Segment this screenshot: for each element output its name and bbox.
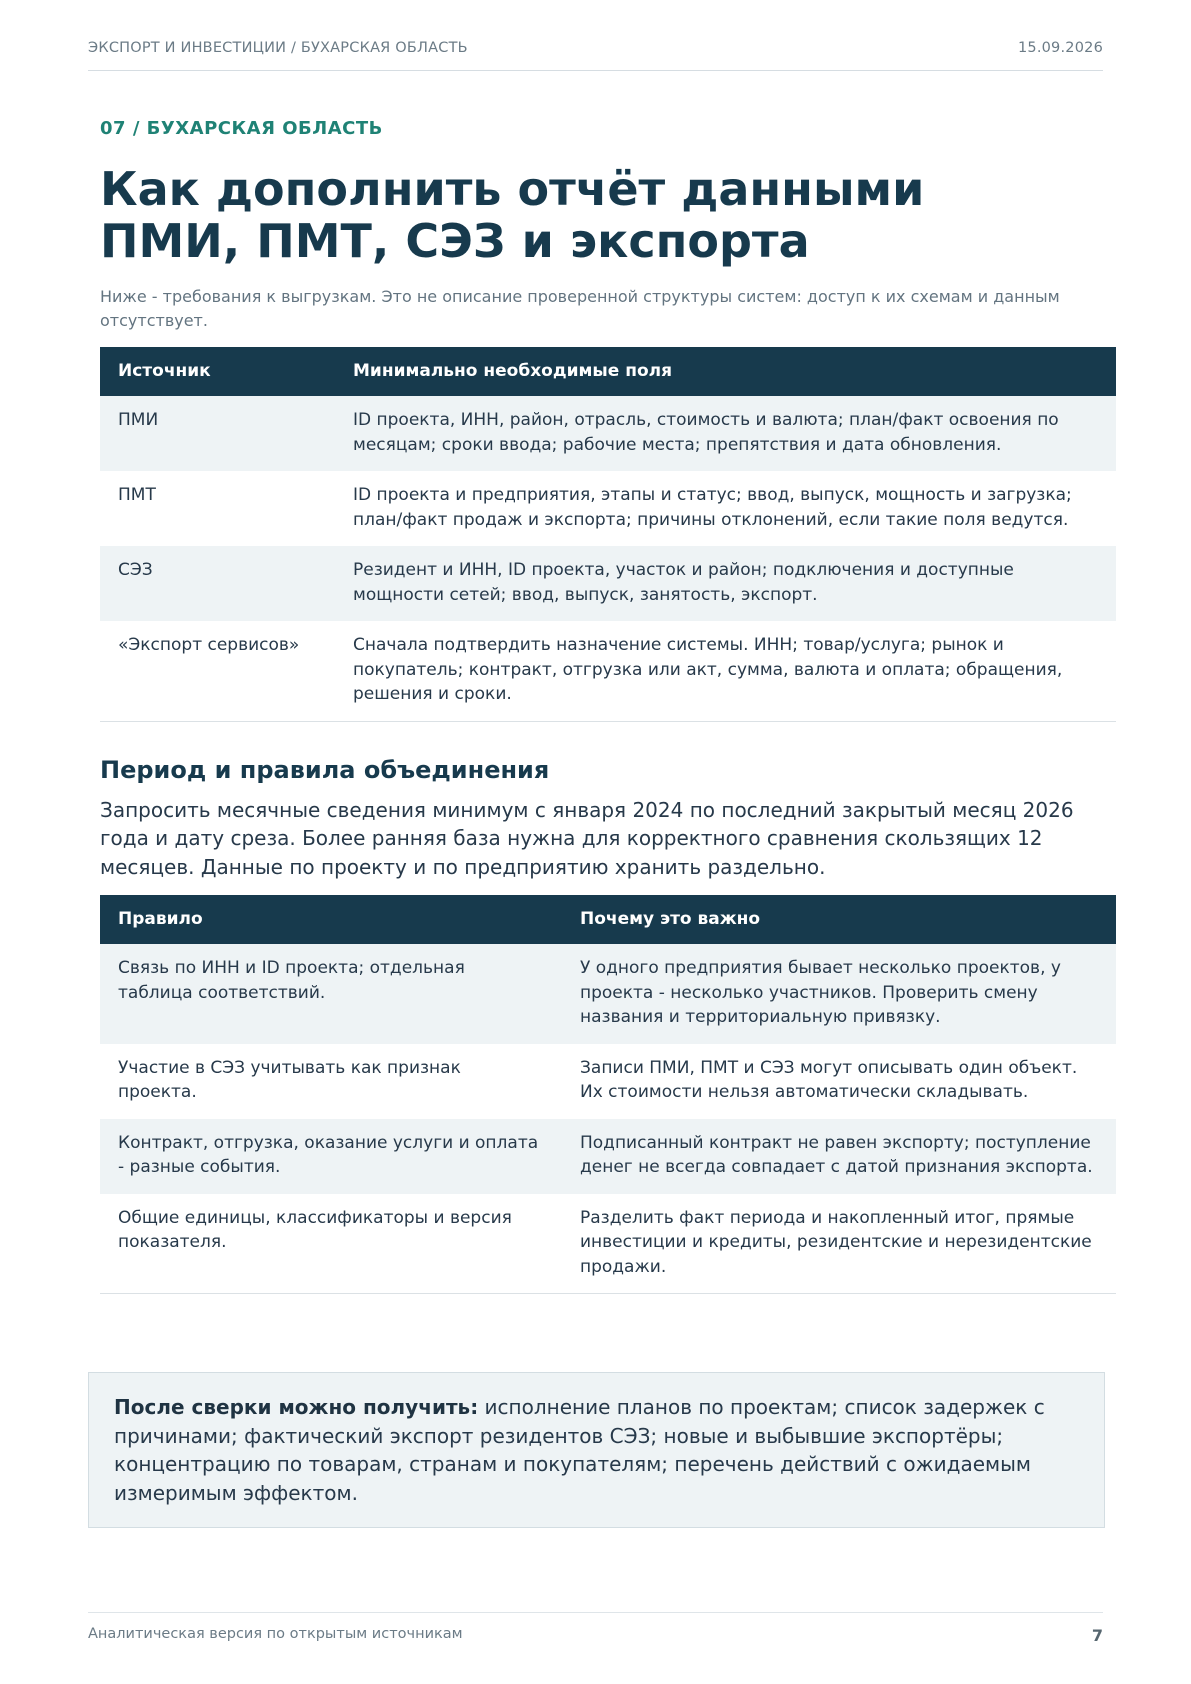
period-text: Запросить месячные сведения минимум с января 2024 по последний закрытый месяц 2026 года и дату среза. Более ранняя база нужна для корректного сравнения скользящих 12 месяцев. Данные по проекту и по предприятию хранить раздельно.: [100, 797, 1074, 879]
table-row: [100, 1044, 1116, 1119]
page-footer: [88, 1612, 1103, 1645]
lead-text: Ниже - требования к выгрузкам. Это не описание проверенной структуры систем: доступ к их схемам и данным отсутствует.: [100, 287, 1060, 330]
reason-cell: У одного предприятия бывает несколько проектов, у проекта - несколько участников. Проверить смену названия и территориальную привязку.: [562, 944, 1116, 1044]
footer-note: Аналитическая версия по открытым источникам: [88, 1626, 463, 1642]
reason-cell: Разделить факт периода и накопленный итог, прямые инвестиции и кредиты, резидентские и нерезидентские продажи.: [562, 1194, 1116, 1294]
section-tag: 07 / БУХАРСКАЯ ОБЛАСТЬ: [100, 118, 383, 139]
sources-table-header: [100, 347, 1116, 396]
reason-cell: Подписанный контракт не равен экспорту; поступление денег не всегда совпадает с датой признания экспорта.: [562, 1119, 1116, 1194]
sources-table: [100, 347, 1116, 722]
rules-header-rule: Правило: [100, 895, 562, 944]
rule-cell: Контракт, отгрузка, оказание услуги и оплата - разные события.: [100, 1119, 562, 1194]
table-row: [100, 621, 1116, 721]
period-heading: Период и правила объединения: [100, 755, 550, 784]
rules-table: [100, 895, 1116, 1294]
main-content: [100, 118, 1116, 1294]
rule-cell: Участие в СЭЗ учитывать как признак проекта.: [118, 1057, 461, 1102]
rule-cell: Общие единицы, классификаторы и версия показателя.: [100, 1194, 562, 1294]
sources-header-fields: Минимально необходимые поля: [335, 347, 1116, 396]
source-cell: СЭЗ: [100, 546, 335, 621]
rules-table-header: [100, 895, 1116, 944]
sources-header-source: Источник: [100, 347, 335, 396]
source-cell: ПМИ: [100, 396, 335, 471]
page-number: 7: [1091, 1626, 1103, 1645]
page-header: [88, 40, 1103, 71]
page-title-line-1: Как дополнить отчёт данными: [100, 162, 925, 216]
table-row: [100, 1194, 1116, 1294]
fields-cell: Сначала подтвердить назначение системы. ИНН; товар/услуга; рынок и покупатель; контракт, отгрузка или акт, сумма, валюта и оплата; обращения, решения и сроки.: [335, 621, 1116, 721]
reason-cell: Записи ПМИ, ПМТ и СЭЗ могут описывать один объект. Их стоимости нельзя автоматически складывать.: [580, 1057, 1078, 1102]
fields-cell: ID проекта, ИНН, район, отрасль, стоимость и валюта; план/факт освоения по месяцам; сроки ввода; рабочие места; препятствия и дата обновления.: [335, 396, 1116, 471]
table-row: [100, 471, 1116, 546]
callout-lead: После сверки можно получить:: [114, 1395, 479, 1419]
header-breadcrumb: ЭКСПОРТ И ИНВЕСТИЦИИ / БУХАРСКАЯ ОБЛАСТЬ: [88, 40, 468, 56]
header-date: 15.09.2026: [1017, 40, 1103, 56]
page-title: [100, 163, 1116, 267]
fields-cell: Резидент и ИНН, ID проекта, участок и район; подключения и доступные мощности сетей; ввод, выпуск, занятость, экспорт.: [335, 546, 1116, 621]
page-title-line-2: ПМИ, ПМТ, СЭЗ и экспорта: [100, 214, 810, 268]
table-row: [100, 546, 1116, 621]
callout-text: исполнение планов по проектам; список задержек с причинами; фактический экспорт резидентов СЭЗ; новые и выбывшие экспортёры; концентрацию по товарам, странам и покупателям; перечень действий с ожидаемым измеримым эффектом.: [114, 1395, 1045, 1505]
fields-cell: ID проекта и предприятия, этапы и статус; ввод, выпуск, мощность и загрузка; план/факт продаж и экспорта; причины отклонений, если такие поля ведутся.: [353, 485, 1072, 530]
results-callout: [88, 1372, 1105, 1528]
table-row: [100, 944, 1116, 1044]
rule-cell: Связь по ИНН и ID проекта; отдельная таблица соответствий.: [100, 944, 562, 1044]
source-cell: «Экспорт сервисов»: [100, 621, 335, 721]
table-row: [100, 1119, 1116, 1194]
rules-header-reason: Почему это важно: [562, 895, 1116, 944]
source-cell: ПМТ: [118, 485, 156, 505]
table-row: [100, 396, 1116, 471]
